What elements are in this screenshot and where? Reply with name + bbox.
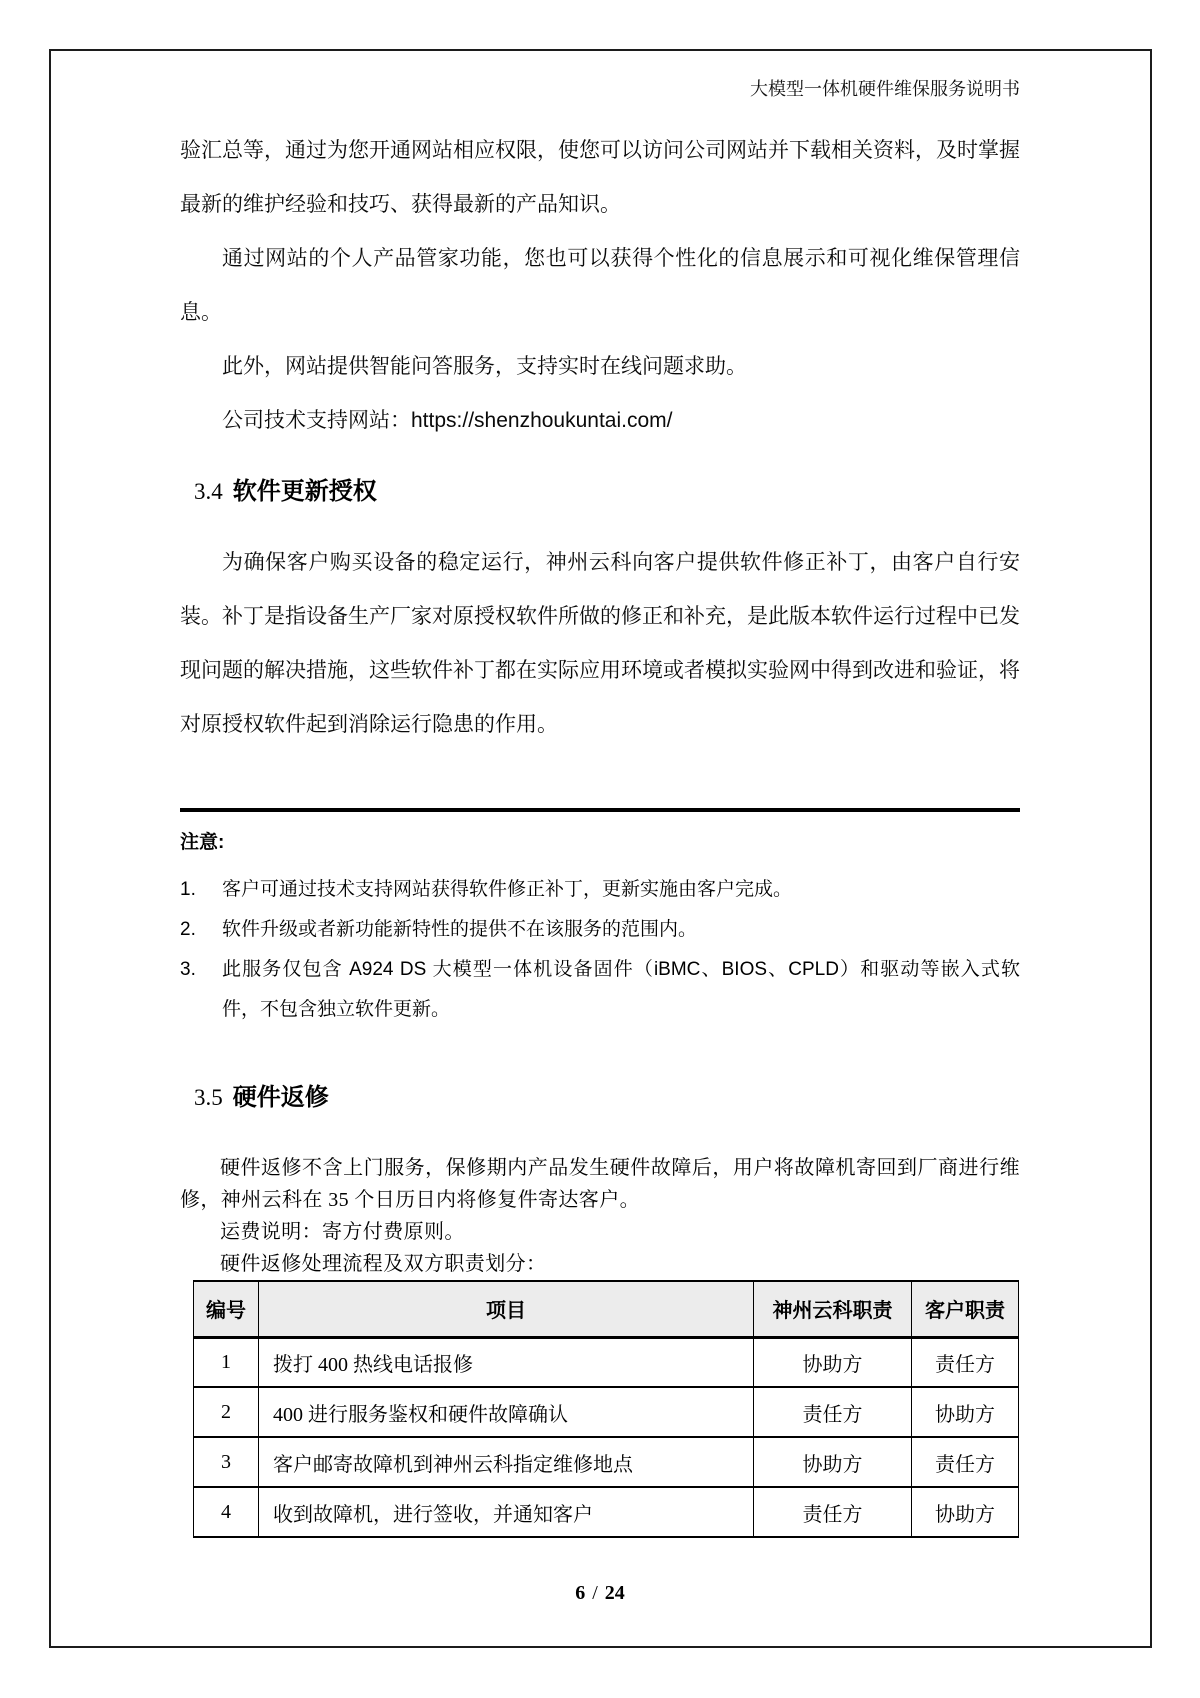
cell-item: 收到故障机，进行签收，并通知客户 — [259, 1487, 754, 1537]
notice-item — [180, 870, 1020, 910]
table-row — [194, 1437, 1019, 1487]
notice-item — [180, 910, 1020, 950]
cell-item: 拨打 400 热线电话报修 — [259, 1337, 754, 1387]
support-website-url: https://shenzhoukuntai.com/ — [411, 409, 673, 432]
cell-number: 4 — [194, 1487, 259, 1537]
support-website-label: 公司技术支持网站： — [222, 409, 411, 432]
cell-szyk-duty: 协助方 — [754, 1437, 912, 1487]
cell-item: 客户邮寄故障机到神州云科指定维修地点 — [259, 1437, 754, 1487]
table-header-row — [194, 1281, 1019, 1337]
section-heading-3-5 — [180, 1080, 1020, 1116]
paragraph-shipping-note: 运费说明：寄方付费原则。 — [220, 1221, 465, 1243]
paragraph-website-access: 验汇总等，通过为您开通网站相应权限，使您可以访问公司网站并下载相关资料，及时掌握最新的维护经验和技巧、获得最新的产品知识。 — [180, 139, 1020, 216]
section-3-4-number: 3.4 — [194, 479, 223, 504]
page-number-separator: / — [592, 1582, 598, 1604]
cell-number: 1 — [194, 1337, 259, 1387]
paragraph-hardware-return: 硬件返修不含上门服务，保修期内产品发生硬件故障后，用户将故障机寄回到厂商进行维修，神州云科在 35 个日历日内将修复件寄达客户。 — [180, 1157, 1020, 1211]
section-3-4-title: 软件更新授权 — [232, 478, 377, 505]
table-header-customer-duty: 客户职责 — [912, 1281, 1019, 1337]
notice-label: 注意: — [180, 832, 225, 853]
page-content — [180, 0, 1020, 1538]
section-heading-3-4 — [180, 474, 1020, 510]
cell-customer-duty: 协助方 — [912, 1387, 1019, 1437]
cell-szyk-duty: 责任方 — [754, 1487, 912, 1537]
notice-item — [180, 950, 1020, 1030]
cell-customer-duty: 责任方 — [912, 1437, 1019, 1487]
notice-item-text: 软件升级或者新功能新特性的提供不在该服务的范围内。 — [222, 919, 698, 940]
cell-szyk-duty: 责任方 — [754, 1387, 912, 1437]
section-3-5-title: 硬件返修 — [232, 1084, 329, 1111]
cell-number: 3 — [194, 1437, 259, 1487]
paragraph-software-update: 为确保客户购买设备的稳定运行，神州云科向客户提供软件修正补丁，由客户自行安装。补丁是指设备生产厂家对原授权软件所做的修正和补充，是此版本软件运行过程中已发现问题的解决措施，这些软件补丁都在实际应用环境或者模拟实验网中得到改进和验证，将对原授权软件起到消除运行隐患的作用。 — [180, 551, 1020, 736]
notice-divider — [180, 808, 1020, 812]
table-header-number: 编号 — [194, 1281, 259, 1337]
section-3-5-number: 3.5 — [194, 1085, 223, 1110]
cell-szyk-duty: 协助方 — [754, 1337, 912, 1387]
notice-item-text: 此服务仅包含 A924 DS 大模型一体机设备固件（iBMC、BIOS、CPLD）和驱动等嵌入式软件，不包含独立软件更新。 — [222, 959, 1020, 1020]
paragraph-qa-service: 此外，网站提供智能问答服务，支持实时在线问题求助。 — [222, 355, 747, 378]
table-row — [194, 1487, 1019, 1537]
notice-list — [180, 870, 1020, 1030]
page-footer — [0, 1580, 1200, 1606]
table-header-szyk-duty: 神州云科职责 — [754, 1281, 912, 1337]
total-pages: 24 — [604, 1582, 625, 1604]
cell-number: 2 — [194, 1387, 259, 1437]
notice-item-number: 3. — [180, 959, 196, 980]
cell-customer-duty: 协助方 — [912, 1487, 1019, 1537]
document-header-title: 大模型一体机硬件维保服务说明书 — [750, 79, 1020, 99]
paragraph-support-website — [180, 394, 1020, 448]
cell-customer-duty: 责任方 — [912, 1337, 1019, 1387]
notice-item-text: 客户可通过技术支持网站获得软件修正补丁，更新实施由客户完成。 — [222, 879, 793, 900]
paragraph-product-manager: 通过网站的个人产品管家功能，您也可以获得个性化的信息展示和可视化维保管理信息。 — [180, 247, 1020, 324]
notice-item-number: 2. — [180, 919, 196, 940]
notice-item-number: 1. — [180, 879, 196, 900]
paragraph-table-intro: 硬件返修处理流程及双方职责划分： — [220, 1253, 547, 1275]
table-row — [194, 1387, 1019, 1437]
cell-item: 400 进行服务鉴权和硬件故障确认 — [259, 1387, 754, 1437]
page-number: 6 — [575, 1582, 586, 1604]
repair-process-table — [193, 1280, 1019, 1538]
table-header-item: 项目 — [259, 1281, 754, 1337]
table-row — [194, 1337, 1019, 1387]
